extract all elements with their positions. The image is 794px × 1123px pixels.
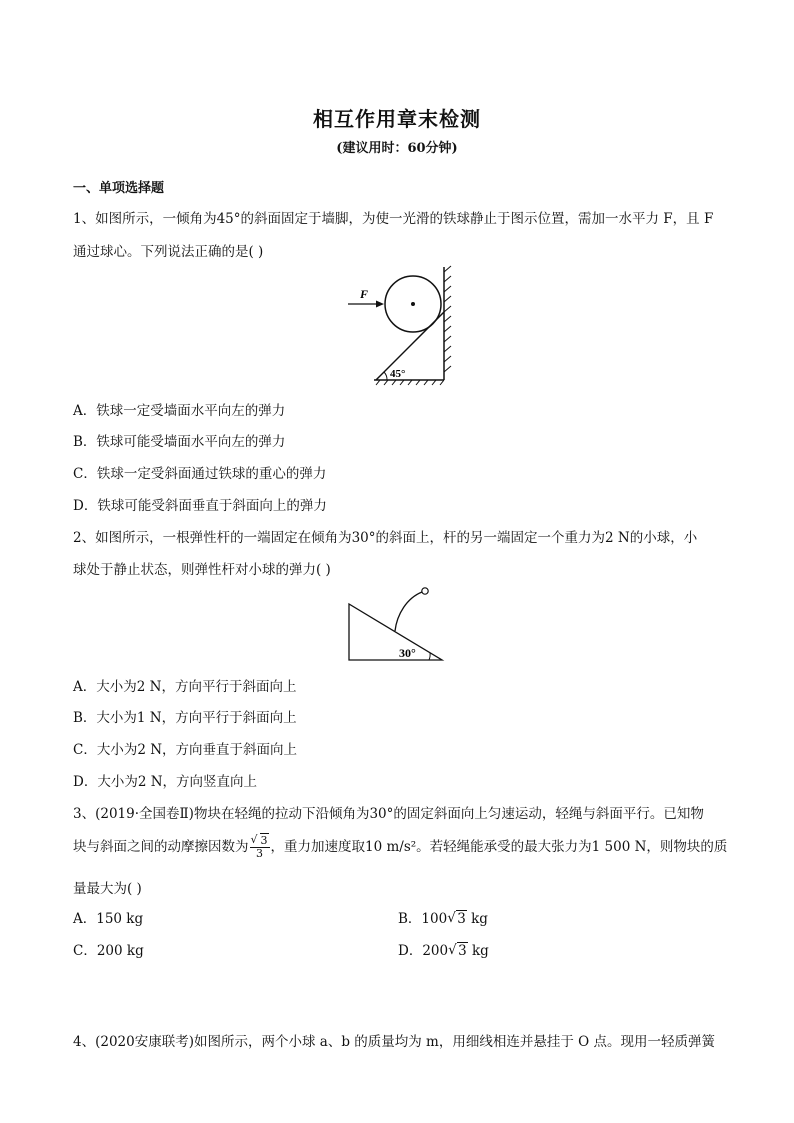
q2-option-c: C．大小为2 N，方向垂直于斜面向上 [73, 742, 298, 758]
elastic-rod [395, 592, 422, 631]
radicand: 3 [458, 943, 467, 959]
sqrt-symbol [251, 835, 269, 847]
q3-stem-line2 [73, 835, 727, 860]
small-ball [422, 588, 428, 594]
q2-option-a: A．大小为2 N，方向平行于斜面向上 [73, 679, 297, 695]
wall-hatch [444, 266, 451, 372]
sqrt-symbol [447, 911, 467, 927]
q1-option-a: A．铁球一定受墙面水平向左的弹力 [73, 403, 286, 419]
angle-label: 30° [399, 646, 416, 660]
q2-option-b: B．大小为1 N，方向平行于斜面向上 [73, 710, 297, 726]
section-heading: 一、单项选择题 [73, 181, 165, 196]
q3-option-c: C．200 kg [73, 943, 144, 959]
q3-option-d [398, 939, 489, 959]
q1-stem-line1: 1、如图所示，一倾角为45°的斜面固定于墙脚，为使一光滑的铁球静止于图示位置，需加一水平力 F，且 F [73, 211, 714, 227]
q1-option-b: B．铁球可能受墙面水平向左的弹力 [73, 434, 286, 450]
friction-coefficient-fraction [250, 835, 270, 860]
q3-stem-line2-start: 块与斜面之间的动摩擦因数为 [73, 839, 249, 856]
q2-option-d: D．大小为2 N，方向竖直向上 [73, 774, 258, 790]
angle-arc [429, 653, 430, 660]
force-arrowhead [376, 301, 384, 308]
q2-stem-line1: 2、如图所示，一根弹性杆的一端固定在倾角为30°的斜面上，杆的另一端固定一个重力为2 N的小球，小 [73, 530, 698, 546]
q3-stem-line3: 量最大为( ) [73, 881, 142, 897]
fraction-denominator: 3 [256, 847, 263, 861]
fraction-numerator [250, 835, 270, 848]
q1-option-c: C．铁球一定受斜面通过铁球的重心的弹力 [73, 466, 327, 482]
force-label: F [360, 287, 369, 301]
option-b-unit: kg [466, 911, 488, 927]
radicand: 3 [260, 834, 268, 847]
q3-option-b [398, 907, 488, 927]
incline-triangle [349, 604, 442, 660]
q2-figure [345, 586, 450, 666]
option-d-prefix: D．200 [398, 943, 449, 959]
q1-option-d: D．铁球可能受斜面垂直于斜面向上的弹力 [73, 498, 327, 514]
q3-stem-line2-end: ，重力加速度取10 m/s²。若轻绳能承受的最大张力为1 500 N，则物块的质 [270, 839, 728, 856]
q1-figure [340, 262, 470, 387]
q3-stem-line1: 3、(2019·全国卷Ⅱ)物块在轻绳的拉动下沿倾角为30°的固定斜面向上匀速运动，轻绳与斜面平行。已知物 [73, 806, 704, 822]
q2-stem-line2: 球处于静止状态，则弹性杆对小球的弹力( ) [73, 562, 331, 578]
angle-arc [384, 372, 387, 380]
q4-stem-line1: 4、(2020安康联考)如图所示，两个小球 a、b 的质量均为 m，用细线相连并悬挂于 O 点。现用一轻质弹簧 [73, 1034, 715, 1050]
option-b-prefix: B．100 [398, 911, 448, 927]
option-d-unit: kg [467, 943, 489, 959]
ball-center-dot [411, 302, 415, 306]
radicand: 3 [457, 911, 466, 927]
page-title: 相互作用章末检测 [313, 107, 481, 131]
angle-label: 45° [390, 368, 406, 380]
q3-option-a: A．150 kg [73, 911, 144, 927]
q1-stem-line2: 通过球心。下列说法正确的是( ) [73, 244, 264, 260]
page-subtitle: (建议用时：60分钟) [336, 141, 458, 156]
sqrt-symbol [448, 943, 468, 959]
